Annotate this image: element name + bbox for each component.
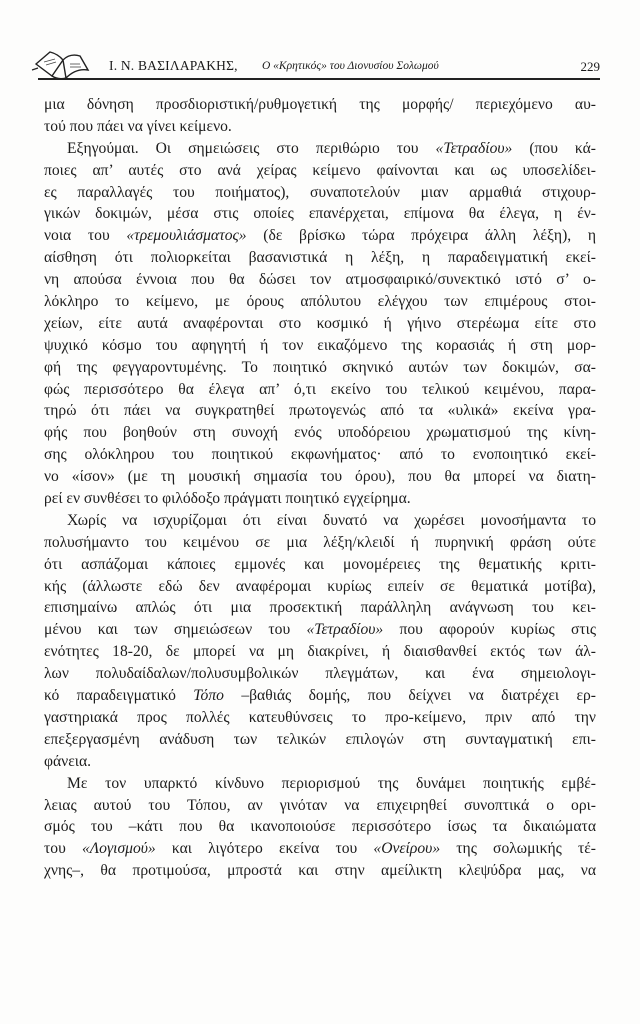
running-head xyxy=(30,48,602,88)
text-line xyxy=(44,313,596,335)
text-line xyxy=(44,138,596,160)
text-run: σης ολόκληρου του ποιητικού εκφωνήματος· από το ενοποιητικό εκεί- xyxy=(44,446,596,464)
text-line xyxy=(44,466,596,488)
text-line xyxy=(44,379,596,401)
text-line xyxy=(44,422,596,444)
italic-text: Τόπο xyxy=(193,687,224,705)
text-line xyxy=(44,576,596,598)
text-run: γικών δοκιμών, μέσα στις οποίες επανέρχεται, επίμονα θα έλεγα, η έν- xyxy=(44,205,596,223)
italic-text: «Ονείρου» xyxy=(373,840,441,858)
text-line xyxy=(44,532,596,554)
text-line xyxy=(44,751,596,773)
text-run: χείων, είτε αυτά αναφέρονται στο κοσμικό ή γήινο στερέωμα είτε στο xyxy=(44,314,596,332)
text-run: ες παραλλαγές του ποιήματος), συναποτελούν μιαν αρμαθιά στιχουρ- xyxy=(44,183,596,201)
text-run: ρεί εν συνθέσει το φιλόδοξο πράγματι ποιητικό εγχείρημα. xyxy=(44,490,411,508)
italic-text: «Λογισμού» xyxy=(81,840,156,858)
text-line xyxy=(44,663,596,685)
text-run: πολυσήμαντο του κειμένου σε μια λέξη/κλειδί ή πυρηνική φράση ούτε xyxy=(44,533,596,551)
text-run: νο «ίσον» (με τη μουσική σημασία του όρου), που θα μπορεί να διατη- xyxy=(44,468,596,486)
text-run: ενότητες 18-20, δε μπορεί να μη διακρίνει, ή διαισθανθεί εκτός των άλ- xyxy=(44,643,596,661)
text-line xyxy=(44,182,596,204)
text-line xyxy=(44,357,596,379)
text-line xyxy=(44,116,596,138)
text-line xyxy=(44,838,596,860)
text-line xyxy=(44,685,596,707)
text-line xyxy=(44,773,596,795)
text-run: επεξεργασμένη ανάδυση των τελικών επιλογών στη συνταγματική επι- xyxy=(44,730,596,748)
text-run: χνης–, θα προτιμούσα, μπροστά και στην αμείλικτη κλεψύδρα μας, να xyxy=(44,862,596,880)
text-run: που αφορούν κυρίως στις xyxy=(383,621,597,639)
text-run: κής (άλλωστε εδώ δεν αναφέρομαι κυρίως ειπείν σε θεματικά μοτίβα), xyxy=(44,577,596,595)
text-run: τηρώ ότι πάει να συγκρατηθεί πρωτογενώς από τα «υλικά» εκείνα γρα- xyxy=(44,402,596,420)
text-line xyxy=(44,597,596,619)
text-line xyxy=(44,203,596,225)
text-line xyxy=(44,554,596,576)
text-run: επισημαίνω απλώς ότι μια προσεκτική παράλληλη ανάγνωση του κει- xyxy=(44,599,596,617)
text-run: γαστηριακά προς πολλές κατευθύνσεις το προ-κείμενο, πριν από την xyxy=(44,708,596,726)
text-run: λειας αυτού του Τόπου, αν γινόταν να επιχειρηθεί συνοπτικά ο ορι- xyxy=(44,796,596,814)
text-line xyxy=(44,269,596,291)
text-run: φάνεια. xyxy=(44,752,92,770)
header-rule xyxy=(38,78,600,80)
text-run: Εξηγούμαι. Οι σημειώσεις στο περιθώριο του xyxy=(67,139,436,157)
text-run: ότι ασπάζομαι κάποιες εμμονές και μονομέρειες της θεματικής κριτι- xyxy=(44,555,596,573)
text-run: σμός του –κάτι που θα ικανοποιούσε περισσότερο ίσως τα δικαιώματα xyxy=(44,818,596,836)
text-line xyxy=(44,816,596,838)
text-run: και λιγότερο εκείνα του xyxy=(155,840,374,858)
text-run: μια δόνηση προσδιοριστική/ρυθμογετική της μορφής/ περιεχόμενο αυ- xyxy=(44,96,596,113)
text-run: (που κά- xyxy=(512,139,596,157)
text-line xyxy=(44,247,596,269)
text-run: του xyxy=(44,840,82,858)
text-run: λόκληρο το κείμενο, με όρους απόλυτου ελέγχου των επιμέρους στοι- xyxy=(44,293,596,311)
body-text xyxy=(44,94,596,882)
paragraph xyxy=(44,773,596,882)
text-run: τού που πάει να γίνει κείμενο. xyxy=(44,117,232,135)
text-line xyxy=(44,641,596,663)
text-line xyxy=(44,619,596,641)
running-head-title: Ο «Κρητικός» του Διονυσίου Σολωμού xyxy=(262,60,439,72)
text-line xyxy=(44,291,596,313)
text-line xyxy=(44,860,596,882)
text-line xyxy=(44,444,596,466)
paragraph xyxy=(44,94,596,138)
text-line xyxy=(44,335,596,357)
italic-text: «Τετραδίου» xyxy=(435,139,513,157)
text-line xyxy=(44,707,596,729)
page-number: 229 xyxy=(580,59,600,74)
text-run: νοια του xyxy=(44,227,127,245)
text-run: Χωρίς να ισχυρίζομαι ότι είναι δυνατό να χωρέσει μονοσήμαντα το xyxy=(67,511,596,529)
italic-text: «Τετραδίου» xyxy=(306,621,384,639)
text-line xyxy=(44,729,596,751)
text-line xyxy=(44,160,596,182)
text-line xyxy=(44,488,596,510)
text-run: (δε βρίσκω τώρα πρόχειρα άλλη λέξη), η xyxy=(246,227,597,245)
text-run: της σολωμικής τέ- xyxy=(440,840,596,858)
italic-text: «τρεμουλιάσματος» xyxy=(126,227,247,245)
text-run: Με τον υπαρκτό κίνδυνο περιορισμού της δυνάμει ποιητικής εμβέ- xyxy=(67,774,596,792)
text-run: ποιες απ’ αυτές στο ανά χείρας κείμενο φαίνονται και ως υποσελίδει- xyxy=(44,161,596,179)
text-run: νη απούσα έννοια που θα δώσει τον ατμοσφαιρικό/συνεκτικό ιστό σ’ ο- xyxy=(44,271,596,289)
paragraph xyxy=(44,510,596,773)
text-run: κό παραδειγματικό xyxy=(44,687,194,705)
text-line xyxy=(44,795,596,817)
text-line xyxy=(44,225,596,247)
text-run: φής που βοηθούν στη συνοχή ενός υποδόρειου χρωματισμού της κίνη- xyxy=(44,424,596,442)
text-line xyxy=(44,510,596,532)
text-run: –βαθιάς δομής, που δείχνει να διατρέχει ερ- xyxy=(223,687,596,705)
text-run: φή της φεγγαροντυμένης. Το ποιητικό σκηνικό αυτών των δοκιμών, σα- xyxy=(44,358,596,376)
text-run: φώς περισσότερο θα έλεγα απ’ ό,τι εκείνο του τελικού κειμένου, παρα- xyxy=(44,380,596,398)
running-head-author: Ι. Ν. ΒΑΣΙΛΑΡΑΚΗΣ, xyxy=(109,58,238,73)
text-run: μένου και των σημειώσεων του xyxy=(44,621,307,639)
text-line xyxy=(44,400,596,422)
paragraph xyxy=(44,138,596,510)
text-line xyxy=(44,94,596,116)
text-run: ψυχικό κόσμο του αφηγητή ή τον εικαζόμενο της κορασιάς ή στη μορ- xyxy=(44,336,596,354)
text-run: λων πολυδαίδαλων/πολυσυμβολικών πλεγμάτων, και ένα σημειολογι- xyxy=(44,665,596,683)
text-run: αίσθηση ότι πολιορκείται βασανιστικά η λέξη, η παραδειγματική εκεί- xyxy=(44,249,596,267)
